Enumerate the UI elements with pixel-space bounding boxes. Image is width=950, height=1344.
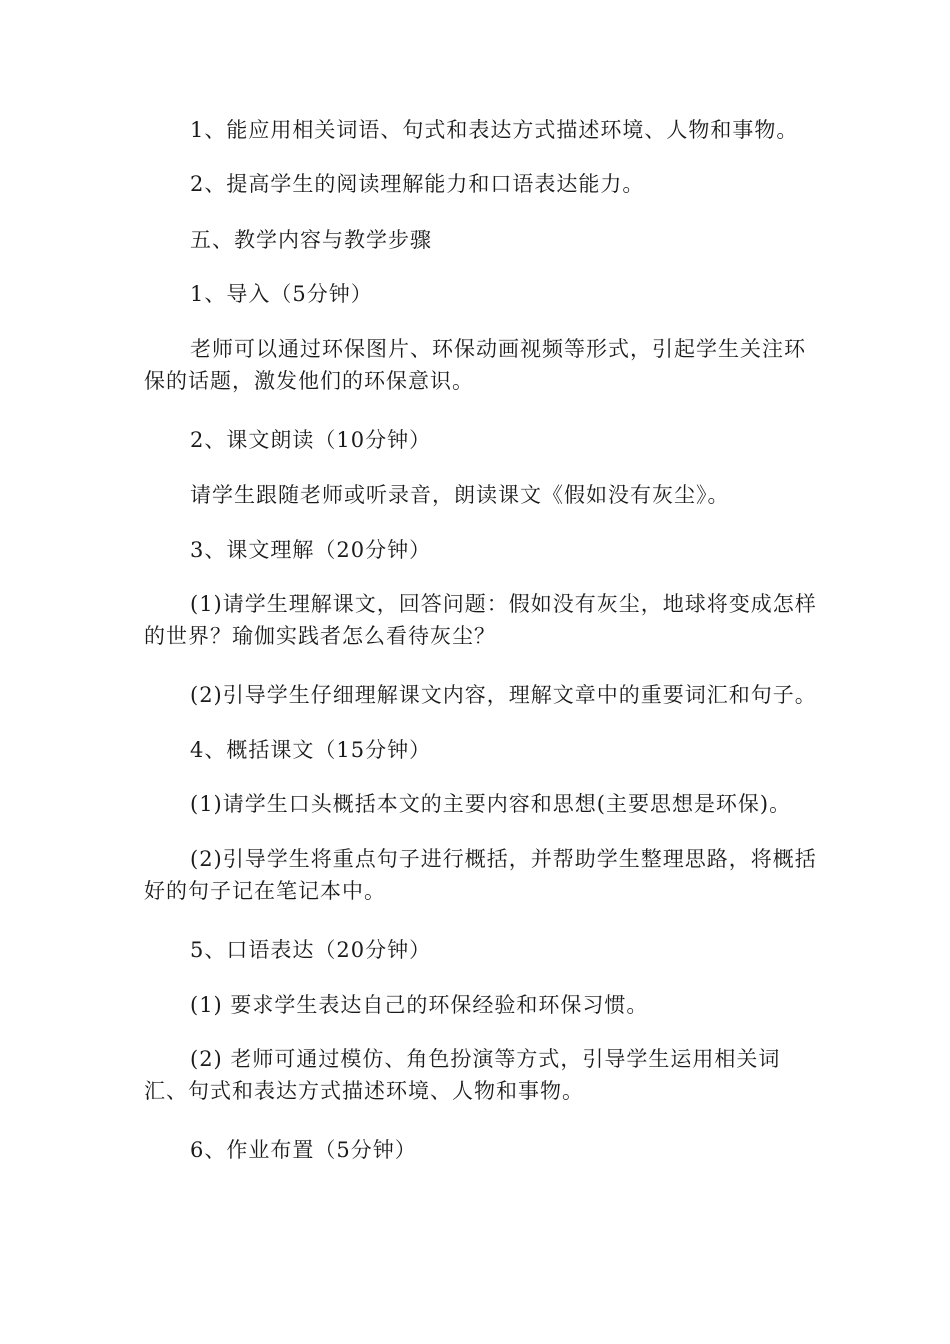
step-heading-summary: 4、概括课文（15分钟） — [190, 738, 432, 762]
step-heading-introduction: 1、导入（5分钟） — [190, 282, 373, 306]
summary-item-2: (2)引导学生将重点句子进行概括，并帮助学生整理思路，将概括好的句子记在笔记本中。 — [144, 847, 817, 903]
step-heading-comprehension: 3、课文理解（20分钟） — [190, 538, 432, 562]
summary-item-1: (1)请学生口头概括本文的主要内容和思想(主要思想是环保)。 — [190, 792, 792, 816]
section-heading-teaching-steps: 五、教学内容与教学步骤 — [190, 228, 432, 252]
objective-item-1: 1、能应用相关词语、句式和表达方式描述环境、人物和事物。 — [190, 118, 799, 142]
objective-item-2: 2、提高学生的阅读理解能力和口语表达能力。 — [190, 172, 645, 196]
step-body-introduction: 老师可以通过环保图片、环保动画视频等形式，引起学生关注环保的话题，激发他们的环保意识。 — [144, 337, 806, 393]
comprehension-item-1: (1)请学生理解课文，回答问题：假如没有灰尘，地球将变成怎样的世界？瑜伽实践者怎么看待灰尘？ — [144, 592, 817, 648]
step-heading-oral-expression: 5、口语表达（20分钟） — [190, 938, 432, 962]
oral-expression-item-2: (2) 老师可通过模仿、角色扮演等方式，引导学生运用相关词汇、句式和表达方式描述环境、人物和事物。 — [144, 1047, 781, 1103]
step-heading-homework: 6、作业布置（5分钟） — [190, 1138, 417, 1162]
oral-expression-item-1: (1) 要求学生表达自己的环保经验和环保习惯。 — [190, 993, 649, 1017]
step-body-reading: 请学生跟随老师或听录音，朗读课文《假如没有灰尘》。 — [190, 483, 730, 507]
comprehension-item-2: (2)引导学生仔细理解课文内容，理解文章中的重要词汇和句子。 — [190, 683, 817, 707]
step-heading-reading: 2、课文朗读（10分钟） — [190, 428, 432, 452]
